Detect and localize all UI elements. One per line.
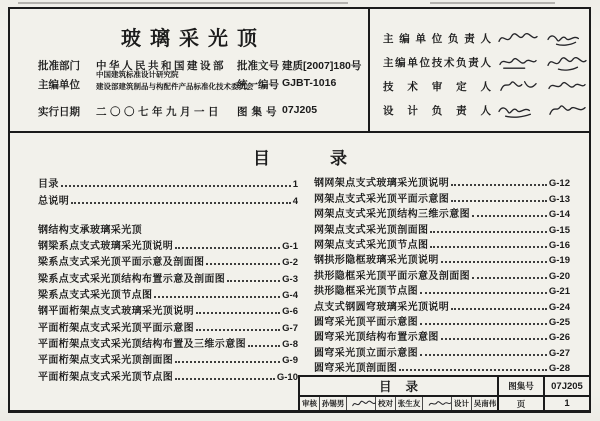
header-left-section: [10, 9, 368, 131]
toc-entry-page: G-26: [548, 332, 570, 344]
toc-section-header: [38, 220, 298, 236]
toc-entry-page: G-19: [548, 255, 570, 267]
editor-value: [96, 69, 254, 92]
dot-leader: [175, 247, 280, 249]
dot-leader: [420, 292, 547, 294]
doc-no-value: 建质[2007]180号: [282, 60, 362, 72]
signature-scribble: [423, 397, 452, 410]
toc-heading: 目录: [253, 149, 407, 168]
toc-entry: [38, 174, 298, 190]
toc-entry: [38, 366, 298, 382]
toc-columns: [38, 174, 570, 383]
toc-entry-page: G-8: [282, 338, 298, 350]
footer-atlas-label: 图集号: [497, 377, 543, 395]
toc-entry: [38, 334, 298, 350]
toc-entry: [38, 285, 298, 301]
toc-section-title: 钢结构支承玻璃采光顶: [38, 224, 142, 236]
dot-leader: [154, 296, 280, 298]
toc-entry-page: G-13: [548, 193, 570, 205]
dot-leader: [227, 280, 280, 282]
toc-entry-title: 网架点支式采光顶结构三维示意图: [314, 209, 470, 221]
toc-entry-title: 梁系点支式采光顶平面示意及剖面图: [38, 257, 205, 269]
editor-value-line1: 中国建筑标准设计研究院: [96, 70, 179, 79]
dot-leader: [196, 329, 280, 331]
footer-atlas-value: 07J205: [543, 377, 589, 395]
toc-entry-page: 1: [292, 179, 298, 191]
toc-entry: [314, 266, 570, 281]
scan-artifact-line: [430, 2, 555, 4]
footer-sheet-title: 目录: [378, 380, 432, 394]
dot-leader: [196, 312, 280, 314]
signature-scribble: [545, 29, 589, 48]
atlas-no-value: 07J205: [282, 104, 318, 116]
signature-scribble: [545, 101, 589, 120]
signer-role-label: 主编单位技术负责人: [383, 56, 491, 69]
signature-scribble: [347, 397, 376, 410]
dot-leader: [441, 338, 547, 340]
toc-entry-title: 圆穹采光顶结构布置示意图: [314, 332, 439, 344]
dot-leader: [420, 354, 547, 356]
signature-scribble: [496, 29, 540, 48]
toc-entry: [38, 350, 298, 366]
toc-entry: [314, 328, 570, 343]
toc-column-right: [314, 174, 570, 383]
footer-credits-row: [300, 395, 497, 410]
toc-entry-page: G-1: [282, 241, 298, 253]
title-block-header: [10, 9, 589, 133]
toc-entry-page: G-21: [548, 286, 570, 298]
toc-entry-title: 圆穹采光顶剖面图: [314, 363, 398, 375]
signature-scribble: [496, 77, 540, 96]
dot-leader: [420, 323, 547, 325]
toc-entry-title: 目录: [38, 179, 59, 191]
toc-entry: [38, 317, 298, 333]
toc-entry-page: G-2: [282, 257, 298, 269]
dot-leader: [451, 184, 547, 186]
doc-no-label: 批准文号: [237, 60, 279, 72]
toc-entry: [38, 268, 298, 284]
toc-entry-title: 平面桁架点支式采光顶节点图: [38, 371, 174, 383]
footer-page-value: 1: [543, 395, 589, 410]
toc-entry-page: G-15: [548, 224, 570, 236]
editor-value-line2: 建设部建筑制品与构配件产品标准化技术委员会: [96, 81, 254, 91]
footer-page-label: 页: [497, 395, 543, 410]
toc-entry: [314, 251, 570, 266]
toc-entry-page: G-7: [282, 322, 298, 334]
toc-entry-title: 拱形隐框采光顶平面示意及剖面图: [314, 270, 470, 282]
dot-leader: [175, 361, 280, 363]
dot-leader: [248, 345, 280, 347]
dot-leader: [441, 261, 547, 263]
dot-leader: [71, 202, 291, 204]
toc-entry: [314, 236, 570, 251]
toc-entry-page: G-28: [548, 363, 570, 375]
toc-entry: [314, 205, 570, 220]
dot-leader: [472, 277, 547, 279]
toc-entry-page: G-20: [548, 270, 570, 282]
drawing-title-block: [298, 375, 589, 410]
toc-entry-title: 平面桁架点支式采光顶结构布置及三维示意图: [38, 338, 246, 350]
toc-entry: [38, 190, 298, 206]
signature-scribble: [496, 53, 540, 72]
date-label: 实行日期: [38, 106, 80, 118]
toc-entry-title: 平面桁架点支式采光顶平面示意图: [38, 322, 194, 334]
credit-name: 吴南伟: [472, 397, 497, 410]
dot-leader: [451, 200, 547, 202]
toc-entry-page: G-24: [548, 301, 570, 313]
signer-row: [370, 26, 589, 50]
dot-leader: [399, 369, 547, 371]
dot-leader: [175, 378, 275, 380]
dot-leader: [206, 263, 280, 265]
dot-leader: [61, 185, 291, 187]
signer-row: [370, 98, 589, 122]
toc-column-left: [38, 174, 298, 383]
toc-entry-title: 总说明: [38, 195, 70, 207]
signatories-section: [368, 9, 589, 131]
signature-scribble: [545, 53, 589, 72]
credit-role: 审核: [300, 397, 320, 410]
toc-entry-title: 梁系点支式采光顶节点图: [38, 290, 153, 302]
toc-entry: [314, 220, 570, 235]
toc-entry-title: 梁系点支式采光顶结构布置示意及剖面图: [38, 273, 226, 285]
date-value: 二〇〇七年九月一日: [96, 106, 222, 118]
toc-entry-page: G-25: [548, 316, 570, 328]
toc-entry-title: 平面桁架点支式采光顶剖面图: [38, 355, 174, 367]
toc-entry-title: 网架点支式采光顶平面示意图: [314, 193, 450, 205]
dot-leader: [430, 231, 546, 233]
signer-role-label: 设计负责人: [383, 104, 491, 117]
toc-entry-page: G-6: [282, 306, 298, 318]
toc-entry-title: 钢梁系点支式玻璃采光顶说明: [38, 241, 174, 253]
credit-name: 孙锡男: [320, 397, 347, 410]
toc-entry: [314, 189, 570, 204]
toc-entry: [38, 236, 298, 252]
toc-entry-title: 点支式钢圆穹玻璃采光顶说明: [314, 301, 450, 313]
toc-entry-title: 网架点支式采光顶剖面图: [314, 224, 429, 236]
approve-dept-value: 中华人民共和国建设部: [96, 60, 226, 72]
toc-entry-title: 钢网架点支式玻璃采光顶说明: [314, 178, 450, 190]
toc-entry-title: 圆穹采光顶平面示意图: [314, 316, 418, 328]
toc-entry: [314, 282, 570, 297]
toc-entry: [314, 359, 570, 374]
signature-scribble: [496, 101, 540, 120]
toc-entry-title: 钢拱形隐框玻璃采光顶说明: [314, 255, 439, 267]
serial-value: GJBT-1016: [282, 77, 337, 89]
signer-row: [370, 74, 589, 98]
toc-entry: [38, 301, 298, 317]
toc-entry-page: G-4: [282, 290, 298, 302]
toc-entry-page: G-14: [548, 209, 570, 221]
toc-entry: [314, 313, 570, 328]
toc-entry-page: G-12: [548, 178, 570, 190]
toc-entry-page: G-10: [276, 371, 298, 383]
toc-entry-title: 钢平面桁架点支式玻璃采光顶说明: [38, 306, 194, 318]
dot-leader: [430, 246, 546, 248]
scan-artifact-line: [18, 2, 348, 4]
dot-leader: [451, 308, 547, 310]
toc-entry-page: G-3: [282, 273, 298, 285]
signer-row: [370, 50, 589, 74]
signer-role-label: 技术审定人: [383, 80, 491, 93]
page-border-frame: [8, 7, 591, 413]
toc-entry-title: 圆穹采光顶立面示意图: [314, 347, 418, 359]
toc-entry-page: G-9: [282, 355, 298, 367]
toc-entry: [314, 343, 570, 358]
toc-entry: [314, 174, 570, 189]
atlas-no-label: 图集号: [237, 106, 281, 118]
credit-role: 校对: [376, 397, 396, 410]
toc-entry-page: 4: [292, 195, 298, 207]
toc-entry-title: 网架点支式采光顶节点图: [314, 239, 429, 251]
credit-name: 张生友: [396, 397, 423, 410]
signer-role-label: 主编单位负责人: [383, 32, 491, 45]
toc-entry-page: G-16: [548, 239, 570, 251]
credit-role: 设计: [452, 397, 472, 410]
dot-leader: [472, 215, 547, 217]
toc-entry: [314, 297, 570, 312]
approve-dept-label: 批准部门: [38, 60, 80, 72]
editor-label: 主编单位: [38, 79, 80, 91]
toc-entry: [38, 252, 298, 268]
serial-label: 统一编号: [237, 79, 279, 91]
signature-scribble: [545, 77, 589, 96]
toc-entry-title: 拱形隐框采光顶节点图: [314, 286, 418, 298]
toc-entry-page: G-27: [548, 347, 570, 359]
document-title: 玻璃采光顶: [121, 28, 266, 50]
